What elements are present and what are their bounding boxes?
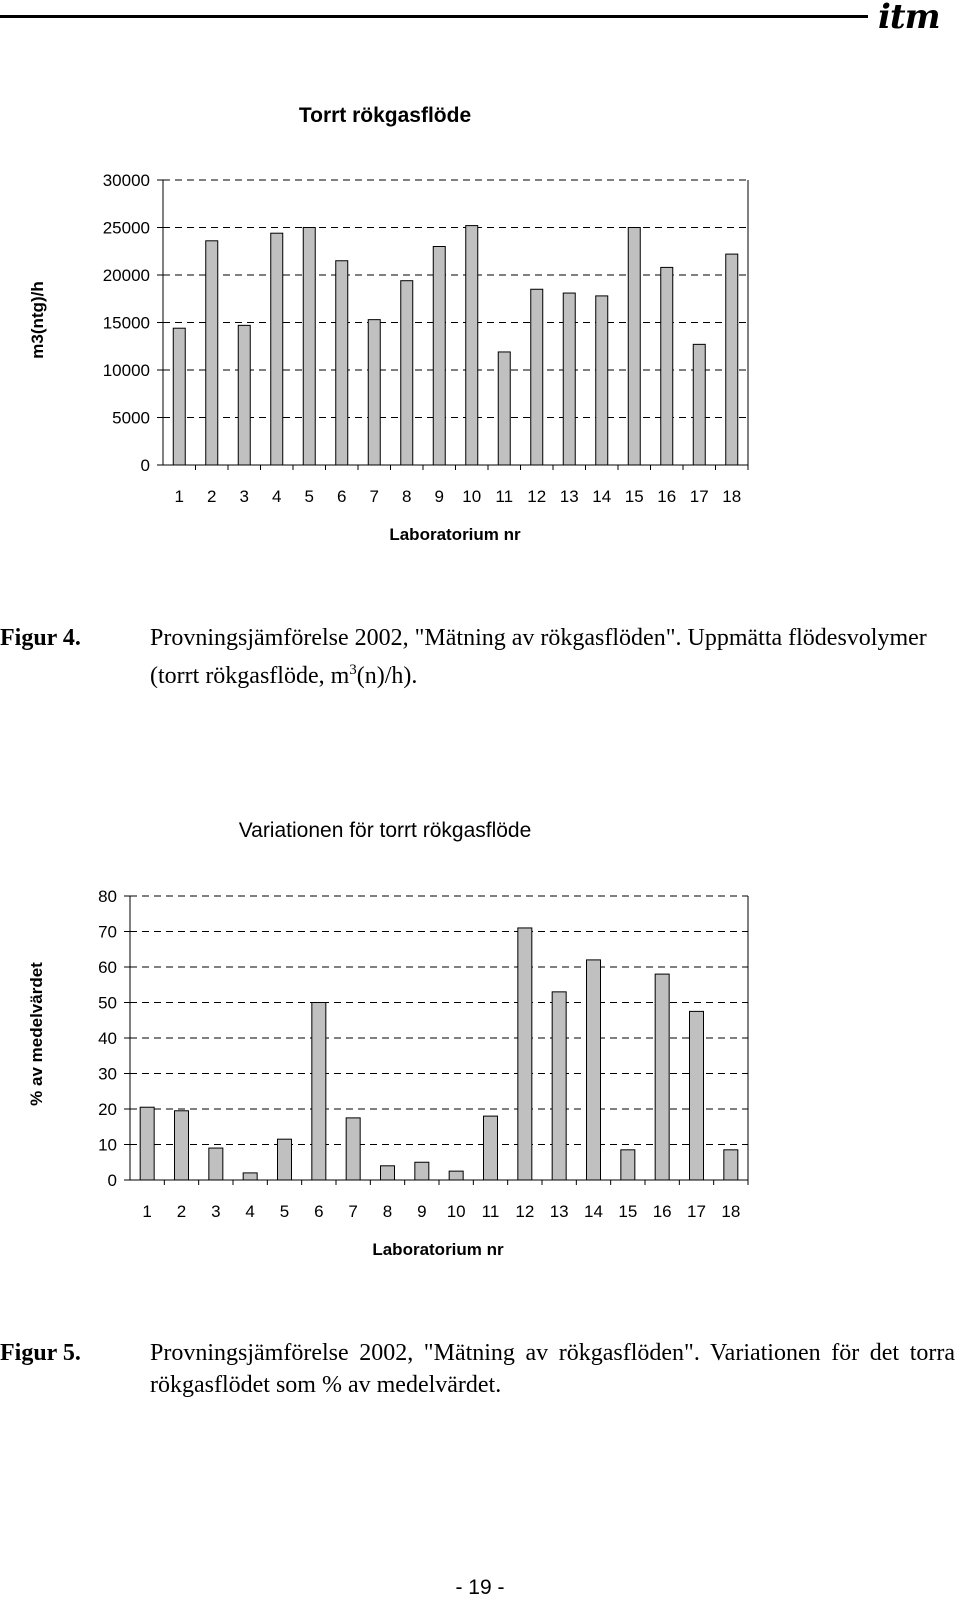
chart2-bar-6 bbox=[312, 1003, 326, 1181]
chart1-xtick-label: 1 bbox=[174, 487, 184, 506]
dry-flue-gas-flow-chart bbox=[0, 0, 960, 570]
chart1-bar-17 bbox=[693, 344, 705, 465]
figure-5-text: Provningsjämförelse 2002, "Mätning av rökgasflöden". Variationen för det torra rökgasflödet som % av medelvärdet. bbox=[150, 1340, 955, 1398]
chart1-xtick-label: 11 bbox=[495, 487, 514, 506]
chart2-xtick-label: 13 bbox=[549, 1202, 569, 1221]
chart2-xtick-label: 14 bbox=[584, 1202, 603, 1221]
chart1-xtick-label: 17 bbox=[689, 487, 709, 506]
chart2-bar-5 bbox=[278, 1139, 292, 1180]
chart2-xtick-label: 3 bbox=[211, 1202, 221, 1221]
chart1-bar-15 bbox=[628, 228, 640, 466]
chart2-xtick-label: 7 bbox=[348, 1202, 358, 1221]
chart1-xtick-label: 5 bbox=[304, 487, 314, 506]
chart2-bar-8 bbox=[381, 1166, 395, 1180]
chart2-bar-2 bbox=[175, 1111, 189, 1180]
itm-logo: itm bbox=[878, 0, 940, 37]
chart2-xtick-label: 5 bbox=[279, 1202, 290, 1221]
chart1-bar-10 bbox=[466, 226, 478, 465]
chart2-ytick-label: 80 bbox=[98, 887, 117, 906]
chart2-ytick-label: 30 bbox=[98, 1064, 117, 1084]
chart2-bar-18 bbox=[724, 1150, 738, 1180]
chart1-xtick-label: 4 bbox=[272, 487, 282, 506]
chart1-xtick-label: 18 bbox=[722, 487, 742, 506]
chart2-xtick-label: 1 bbox=[142, 1202, 152, 1221]
chart2-ytick-label: 40 bbox=[98, 1029, 117, 1048]
chart2-title: Variationen för torrt rökgasflöde bbox=[238, 819, 532, 842]
chart2-xtick-label: 11 bbox=[481, 1202, 500, 1221]
chart2-bar-9 bbox=[415, 1162, 429, 1180]
chart2-xtick-label: 6 bbox=[314, 1202, 324, 1221]
chart2-xtick-label: 18 bbox=[721, 1202, 741, 1221]
chart1-ytick-label: 20000 bbox=[102, 266, 150, 285]
chart1-xtick-label: 6 bbox=[337, 487, 347, 506]
chart1-bar-1 bbox=[173, 328, 185, 465]
chart1-xtick-label: 9 bbox=[434, 487, 444, 506]
chart1-bar-3 bbox=[238, 325, 250, 465]
chart1-bar-6 bbox=[336, 261, 348, 465]
chart2-bar-14 bbox=[587, 960, 601, 1180]
flow-variation-chart bbox=[0, 800, 960, 1290]
chart1-bar-4 bbox=[271, 233, 283, 465]
chart1-xtick-label: 2 bbox=[207, 487, 217, 506]
chart1-bar-2 bbox=[206, 241, 218, 465]
chart1-xtick-label: 12 bbox=[527, 487, 547, 506]
chart1-xtick-label: 15 bbox=[624, 487, 644, 506]
chart1-bar-16 bbox=[661, 267, 673, 465]
chart1-bar-5 bbox=[303, 228, 315, 466]
figure-4-label: Figur 4. bbox=[0, 625, 81, 651]
chart2-bar-15 bbox=[621, 1150, 635, 1180]
chart2-bar-1 bbox=[140, 1107, 154, 1180]
chart2-xtick-label: 8 bbox=[382, 1202, 393, 1221]
figure-4-text-end: (n)/h). bbox=[356, 663, 418, 689]
chart1-bar-7 bbox=[368, 320, 380, 465]
chart1-xtick-label: 8 bbox=[402, 487, 412, 506]
chart1-ytick-label: 10000 bbox=[102, 361, 150, 380]
chart2-bar-10 bbox=[449, 1171, 463, 1180]
chart2-bar-16 bbox=[655, 974, 669, 1180]
chart1-x-axis-label: Laboratorium nr bbox=[389, 525, 521, 544]
chart2-xtick-label: 12 bbox=[515, 1202, 535, 1221]
chart1-bar-14 bbox=[596, 296, 608, 465]
chart1-bar-11 bbox=[498, 352, 510, 465]
chart1-bar-9 bbox=[433, 247, 445, 466]
chart1-bar-18 bbox=[726, 254, 738, 465]
chart1-xtick-label: 3 bbox=[239, 487, 249, 506]
chart2-y-axis-label: % av medelvärdet bbox=[27, 962, 46, 1106]
chart2-ytick-label: 60 bbox=[98, 958, 117, 977]
chart2-xtick-label: 15 bbox=[618, 1202, 638, 1221]
chart2-bar-17 bbox=[690, 1011, 704, 1180]
chart1-bar-13 bbox=[563, 293, 575, 465]
chart1-title: Torrt rökgasflöde bbox=[298, 104, 472, 127]
chart1-xtick-label: 7 bbox=[369, 487, 379, 506]
chart1-ytick-label: 5000 bbox=[112, 408, 150, 428]
chart1-ytick-label: 25000 bbox=[102, 218, 150, 238]
chart2-bar-12 bbox=[518, 928, 532, 1180]
chart2-bar-13 bbox=[552, 992, 566, 1180]
chart2-ytick-label: 20 bbox=[98, 1100, 117, 1119]
chart2-bar-11 bbox=[484, 1116, 498, 1180]
chart1-y-axis-label: m3(ntg)/h bbox=[28, 281, 47, 359]
chart2-xtick-label: 4 bbox=[245, 1202, 255, 1221]
chart1-xtick-label: 14 bbox=[592, 487, 612, 506]
page-number: - 19 - bbox=[455, 1576, 505, 1599]
chart2-bar-4 bbox=[243, 1173, 257, 1180]
figure-4-text bbox=[150, 622, 955, 692]
chart1-ytick-label: 30000 bbox=[102, 171, 150, 190]
chart1-bar-12 bbox=[531, 289, 543, 465]
chart1-bar-8 bbox=[401, 281, 413, 465]
chart2-xtick-label: 9 bbox=[417, 1202, 427, 1221]
chart2-bar-3 bbox=[209, 1148, 223, 1180]
chart2-bar-7 bbox=[346, 1118, 360, 1180]
figure-4-text-main: Provningsjämförelse 2002, "Mätning av rökgasflöden". Uppmätta flödesvolymer (torrt rökgasflöde, m bbox=[150, 625, 927, 689]
chart1-xtick-label: 13 bbox=[559, 487, 579, 506]
chart1-ytick-label: 15000 bbox=[102, 313, 150, 333]
chart2-x-axis-label: Laboratorium nr bbox=[372, 1240, 504, 1259]
chart2-ytick-label: 10 bbox=[98, 1135, 117, 1155]
figure-4-text-sup: 3 bbox=[349, 662, 357, 678]
chart2-xtick-label: 10 bbox=[446, 1202, 466, 1221]
chart2-ytick-label: 70 bbox=[98, 922, 117, 942]
chart2-xtick-label: 17 bbox=[687, 1202, 706, 1221]
chart1-ytick-label: 0 bbox=[140, 456, 150, 475]
chart2-ytick-label: 50 bbox=[98, 993, 117, 1013]
chart2-xtick-label: 16 bbox=[652, 1202, 672, 1221]
chart2-xtick-label: 2 bbox=[176, 1202, 187, 1221]
chart2-ytick-label: 0 bbox=[107, 1171, 117, 1190]
chart1-xtick-label: 16 bbox=[657, 487, 677, 506]
figure-5-label: Figur 5. bbox=[0, 1340, 81, 1366]
chart1-xtick-label: 10 bbox=[462, 487, 482, 506]
